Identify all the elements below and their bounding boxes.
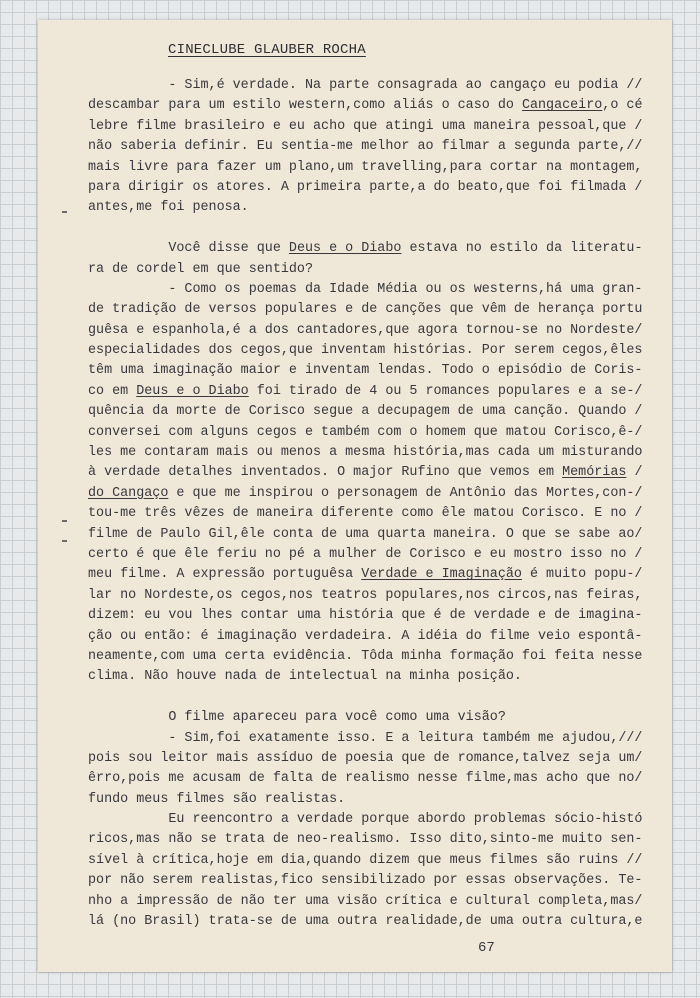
text-line [88, 137, 648, 157]
text-line [88, 117, 648, 137]
text-line [88, 178, 648, 198]
text-line [88, 647, 648, 667]
text-segment: - Sim,foi exatamente isso. E a leitura também me ajudou,/// [88, 730, 643, 746]
text-line [88, 321, 648, 341]
text-line [88, 627, 648, 647]
text-segment: - Sim,é verdade. Na parte consagrada ao cangaço eu podia // [88, 78, 643, 93]
text-segment: / [626, 465, 643, 481]
text-line [88, 790, 648, 810]
text-line [88, 729, 648, 749]
text-line [88, 586, 648, 606]
text-line [88, 382, 648, 402]
text-line [88, 423, 648, 443]
text-segment: de tradição de versos populares e de canções que vêm de herança portu [88, 302, 643, 318]
text-segment: êrro,pois me acusam de falta de realismo nesse filme,mas acho que no/ [88, 771, 643, 787]
margin-mark [62, 540, 67, 542]
text-segment: descambar para um estilo western,como aliás o caso do [88, 98, 522, 114]
text-line [88, 504, 648, 524]
text-segment: pois sou leitor mais assíduo de poesia que de romance,talvez seja um/ [88, 750, 643, 766]
text-segment: les me contaram mais ou menos a mesma história,mas cada um misturando [88, 445, 643, 461]
paragraph-gap [88, 688, 648, 708]
text-segment: ra de cordel em que sentido? [88, 261, 313, 277]
text-line [88, 198, 648, 218]
text-segment: e que me inspirou o personagem de Antônio das Mortes,con-/ [168, 485, 643, 501]
text-segment: para dirigir os atores. A primeira parte,a do beato,que foi filmada / [88, 179, 643, 195]
text-segment: lebre filme brasileiro e eu acho que atingi uma maneira pessoal,que / [88, 118, 643, 134]
text-line [88, 300, 648, 320]
text-segment: especialidades dos cegos,que inventam histórias. Por serem cegos,êles [88, 343, 643, 359]
text-segment: ,o cé [602, 98, 643, 114]
text-segment: fundo meus filmes são realistas. [88, 791, 346, 807]
text-line [88, 239, 648, 259]
text-line [88, 871, 648, 891]
underlined-title: Verdade e Imaginação [361, 567, 522, 583]
text-segment: sível à crítica,hoje em dia,quando dizem que meus filmes são ruins // [88, 852, 643, 868]
text-segment: mais livre para fazer um plano,um travelling,para cortar na montagem, [88, 159, 643, 175]
text-line [88, 443, 648, 463]
text-segment: Você disse que [88, 241, 289, 257]
text-line [88, 892, 648, 912]
text-segment: meu filme. A expressão portuguêsa [88, 567, 362, 583]
text-segment: co em [88, 383, 137, 399]
text-segment: não saberia definir. Eu sentia-me melhor ao filmar a segunda parte,// [88, 139, 643, 155]
text-segment: Eu reencontro a verdade porque abordo problemas sócio-histó [88, 812, 643, 828]
text-line [88, 749, 648, 769]
document-page [38, 20, 672, 972]
text-segment: quência da morte de Corisco segue a decupagem de uma canção. Quando / [88, 404, 643, 420]
page-heading: CINECLUBE GLAUBER ROCHA [168, 42, 366, 58]
text-segment: clima. Não houve nada de intelectual na minha posição. [88, 669, 522, 685]
text-line [88, 260, 648, 280]
margin-mark [62, 520, 67, 522]
text-line [88, 912, 648, 932]
text-segment: ricos,mas não se trata de neo-realismo. Isso dito,sinto-me muito sen- [88, 832, 643, 848]
text-line [88, 361, 648, 381]
text-segment: certo é que êle feriu no pé a mulher de Corisco e eu mostro isso no / [88, 546, 643, 562]
text-line [88, 606, 648, 626]
text-segment: tou-me três vêzes de maneira diferente como êle matou Corisco. E no / [88, 506, 643, 522]
paragraph-gap [88, 219, 648, 239]
text-line [88, 667, 648, 687]
text-line [88, 484, 648, 504]
text-line [88, 545, 648, 565]
text-line [88, 769, 648, 789]
text-line [88, 76, 648, 96]
underlined-title: Deus e o Diabo [136, 383, 249, 399]
text-line [88, 280, 648, 300]
text-line [88, 158, 648, 178]
text-line [88, 830, 648, 850]
text-segment: - Como os poemas da Idade Média ou os westerns,há uma gran- [88, 281, 643, 297]
text-segment: à verdade detalhes inventados. O major Rufino que vemos em [88, 465, 563, 481]
text-line [88, 810, 648, 830]
text-line [88, 565, 648, 585]
underlined-title: Deus e o Diabo [288, 241, 402, 257]
text-segment: antes,me foi penosa. [88, 200, 249, 216]
text-segment: por não serem realistas,fico sensibilizado por essas observações. Te- [88, 873, 643, 889]
text-line [88, 96, 648, 116]
text-segment: O filme apareceu para você como uma visão? [88, 710, 506, 726]
text-segment: têm uma imaginação maior e inventam lendas. Todo o episódio de Coris- [88, 363, 643, 379]
text-line [88, 463, 648, 483]
underlined-title: Memórias [562, 465, 627, 481]
text-segment: lá (no Brasil) trata-se de uma outra realidade,de uma outra cultura,e [88, 914, 643, 930]
text-segment: é muito popu-/ [521, 567, 643, 583]
page-number: 67 [478, 940, 495, 956]
text-segment: nho a impressão de não ter uma visão crítica e cultural completa,mas/ [88, 893, 643, 909]
text-segment: guêsa e espanhola,é a dos cantadores,que agora tornou-se no Nordeste/ [88, 322, 643, 338]
text-segment: foi tirado de 4 ou 5 romances populares e a se-/ [248, 383, 643, 399]
text-line [88, 341, 648, 361]
text-segment: ção ou então: é imaginação verdadeira. A idéia do filme veio espontâ- [88, 628, 643, 644]
text-segment: conversei com alguns cegos e também com o homem que matou Corisco,ê-/ [88, 424, 643, 440]
body-text [88, 76, 648, 932]
margin-mark [62, 211, 67, 213]
text-segment: estava no estilo da literatu- [401, 241, 643, 257]
underlined-title: do Cangaço [88, 485, 169, 501]
underlined-title: Cangaceiro [521, 98, 603, 114]
text-line [88, 525, 648, 545]
text-segment: neamente,com uma certa evidência. Tôda minha formação foi feita nesse [88, 648, 643, 664]
text-line [88, 402, 648, 422]
text-line [88, 851, 648, 871]
text-line [88, 708, 648, 728]
text-segment: filme de Paulo Gil,êle conta de uma quarta maneira. O que se sabe ao/ [88, 526, 643, 542]
text-segment: dizem: eu vou lhes contar uma história que é de verdade e de imagina- [88, 608, 643, 624]
text-segment: lar no Nordeste,os cegos,nos teatros populares,nos circos,nas feiras, [88, 587, 643, 603]
